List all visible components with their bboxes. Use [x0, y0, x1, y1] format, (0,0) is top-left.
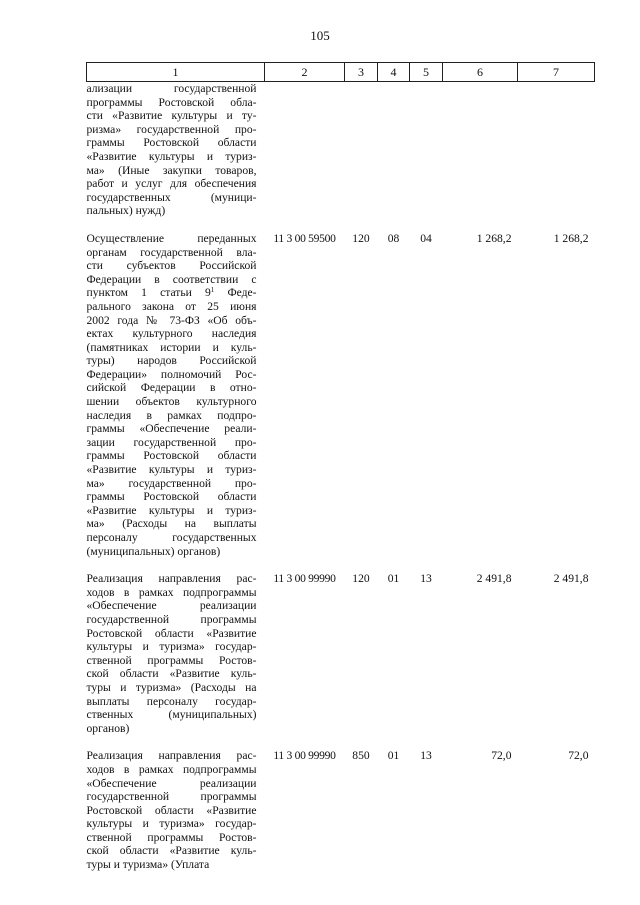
row-subsection: 13 — [420, 572, 432, 586]
description-line: граммы Ростовской области — [86, 136, 257, 150]
description-line: «Обеспечение реализации — [86, 776, 257, 790]
description-line: «Развитие культуры и туриз- — [86, 463, 257, 477]
description-line: ма» (Расходы на выплаты — [86, 517, 257, 531]
description-line: ственной программы Ростов- — [86, 830, 257, 844]
row-spacer-cell — [87, 218, 595, 232]
description-line: граммы Ростовской области — [86, 490, 257, 504]
description-line: туры и туризма» (Расходы на — [86, 680, 257, 694]
description-line: туры) народов Российской — [86, 354, 257, 368]
description-line: «Развитие культуры и туриз- — [86, 503, 257, 517]
header-row — [87, 63, 595, 82]
page-number: 105 — [310, 28, 330, 43]
row-description — [87, 572, 265, 735]
row-section: 08 — [387, 231, 400, 245]
table-body — [87, 82, 595, 872]
header-col-2: 2 — [265, 63, 345, 82]
description-line: работ и услуг для обеспечения — [86, 177, 257, 191]
description-line: Федерации в соответствии с — [86, 272, 257, 286]
row-amount-col7 — [518, 82, 595, 218]
row-expense-type: 120 — [352, 572, 370, 586]
description-line: Реализация направления рас- — [86, 749, 257, 763]
description-line: сти субъектов Российской — [86, 259, 257, 273]
description-line: государственных (муници- — [86, 190, 257, 204]
description-line: ходов в рамках подпрограммы — [86, 585, 257, 599]
row-description — [87, 232, 265, 558]
description-line: ственных (муниципальных) — [86, 708, 257, 722]
superscript: 1 — [210, 286, 215, 295]
description-line: ма» (Иные закупки товаров, — [86, 163, 257, 177]
row-spacer — [87, 735, 595, 749]
description-line: программы Ростовской обла- — [86, 95, 257, 109]
description-line: культуры и туризма» государ- — [86, 817, 257, 831]
description-line: персоналу государственных — [86, 531, 257, 544]
description-line: граммы Ростовской области — [86, 449, 257, 463]
description-line: «Развитие культуры и туриз- — [86, 149, 257, 163]
description-line: пальных) нужд) — [86, 204, 166, 218]
description-line: ской области «Развитие куль- — [86, 667, 257, 681]
description-line: ализации государственной — [86, 82, 257, 95]
row-subsection: 13 — [420, 749, 432, 763]
row-spacer — [87, 558, 595, 572]
row-expense-type: 120 — [352, 231, 370, 245]
row-amount-col6: 2 491,8 — [476, 572, 512, 586]
description-line: государственной программы — [86, 790, 257, 804]
description-line: «Обеспечение реализации — [86, 599, 257, 613]
description-line: (муниципальных) органов) — [86, 544, 221, 558]
header-col-4: 4 — [378, 63, 410, 82]
row-expense-type — [345, 82, 378, 218]
row-code: 11 3 00 99990 — [273, 572, 336, 586]
row-section — [378, 82, 410, 218]
row-subsection — [410, 82, 443, 218]
description-line: туры и туризма» (Уплата — [86, 858, 210, 872]
row-amount-col7: 72,0 — [568, 749, 589, 763]
description-line: Федерации» полномочий Рос- — [86, 367, 257, 381]
description-line: зации государственной про- — [86, 435, 257, 449]
row-description — [87, 749, 265, 871]
row-description — [87, 82, 265, 218]
description-line: органов) — [86, 721, 130, 735]
row-subsection: 04 — [420, 231, 432, 245]
description-line: органам государственной вла- — [86, 245, 257, 259]
row-amount-col6: 72,0 — [491, 749, 512, 763]
header-col-5: 5 — [410, 63, 443, 82]
description-line: 2002 года № 73-ФЗ «Об объ- — [86, 313, 257, 327]
row-code: 11 3 00 59500 — [273, 231, 336, 245]
description-line: ственной программы Ростов- — [86, 653, 257, 667]
header-col-1: 1 — [87, 63, 265, 82]
description-line: сти «Развитие культуры и ту- — [86, 109, 257, 123]
description-line: сийской Федерации в отно- — [86, 381, 257, 395]
description-line: ходов в рамках подпрограммы — [86, 762, 257, 776]
description-line: ской области «Развитие куль- — [86, 844, 257, 858]
description-line: рального закона от 25 июня — [86, 299, 257, 313]
table-row — [87, 572, 595, 735]
table-row — [87, 82, 595, 218]
header-col-3: 3 — [345, 63, 378, 82]
row-spacer — [87, 218, 595, 232]
description-line: Осуществление переданных — [86, 231, 257, 245]
row-amount-col7: 1 268,2 — [553, 231, 589, 245]
description-line: культуры и туризма» государ- — [86, 640, 257, 654]
row-spacer-cell — [87, 735, 595, 749]
description-line: Ростовской области «Развитие — [86, 803, 257, 817]
description-line: государственной программы — [86, 612, 257, 626]
table-row — [87, 232, 595, 558]
table-row — [87, 749, 595, 871]
description-line: граммы «Обеспечение реали- — [86, 422, 257, 436]
row-section: 01 — [387, 572, 400, 586]
description-line: выплаты персоналу государ- — [86, 694, 257, 708]
header-col-6: 6 — [443, 63, 518, 82]
row-amount-col6: 1 268,2 — [476, 231, 512, 245]
description-line: пунктом 1 статьи $9^1$ Феде- — [86, 286, 257, 300]
row-code — [265, 82, 345, 218]
row-spacer-cell — [87, 558, 595, 572]
description-line: Реализация направления рас- — [86, 572, 257, 586]
description-line: наследия в рамках подпро- — [86, 408, 257, 422]
row-section: 01 — [387, 749, 400, 763]
row-amount-col7: 2 491,8 — [553, 572, 589, 586]
description-line: шении объектов культурного — [86, 395, 257, 409]
description-line: Ростовской области «Развитие — [86, 626, 257, 640]
row-amount-col6 — [443, 82, 518, 218]
description-line: ризма» государственной про- — [86, 122, 257, 136]
description-line: ма» государственной про- — [86, 476, 257, 490]
description-line: (памятниках истории и куль- — [86, 340, 257, 354]
row-expense-type: 850 — [352, 749, 370, 763]
description-line: ектах культурного наследия — [86, 327, 257, 341]
budget-table — [86, 62, 595, 872]
header-col-7: 7 — [518, 63, 595, 82]
row-code: 11 3 00 99990 — [273, 749, 336, 763]
